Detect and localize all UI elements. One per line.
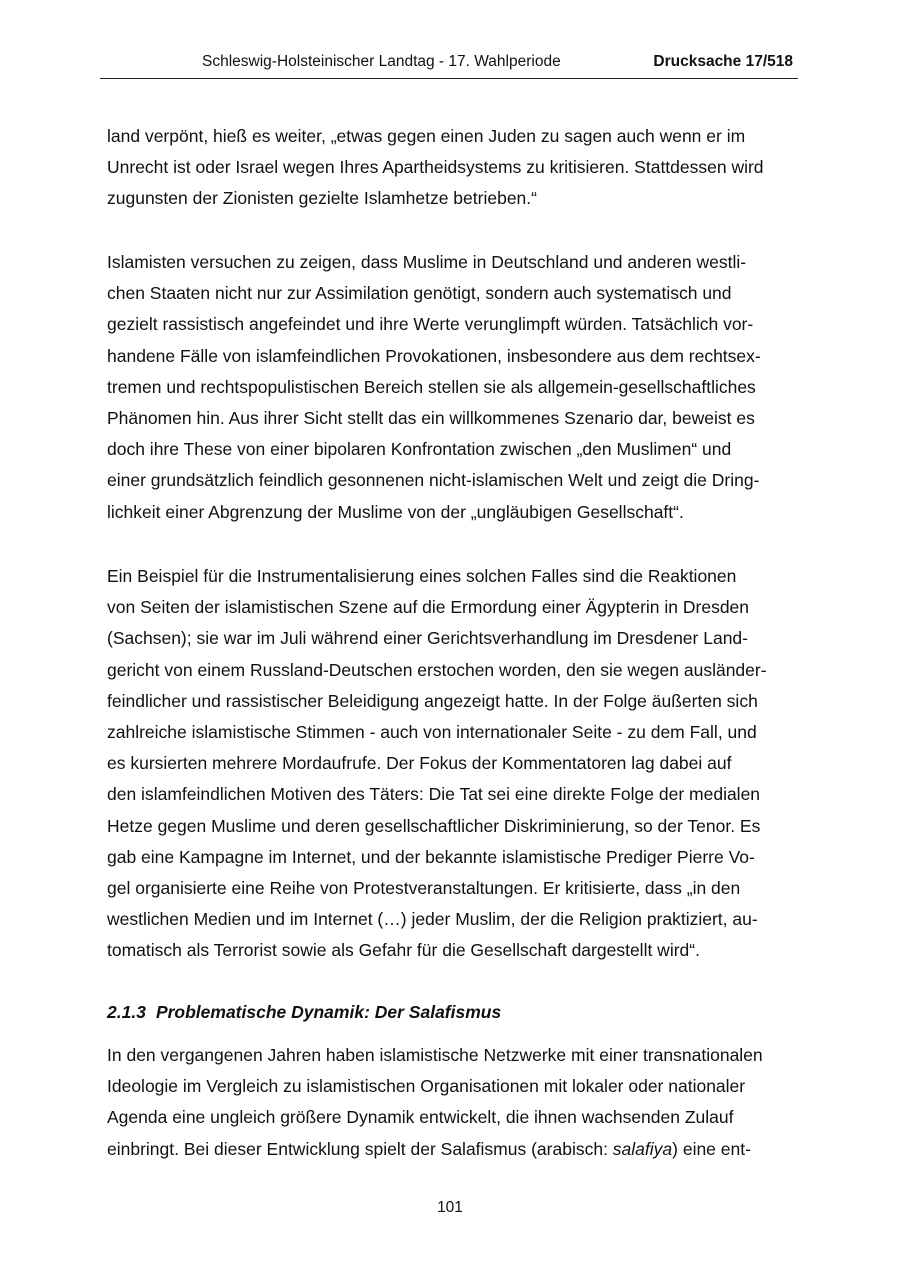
- text-line: (Sachsen); sie war im Juli während einer Gerichtsverhandlung im Dresdener Land-: [107, 628, 748, 649]
- text-line: zugunsten der Zionisten gezielte Islamhetze betrieben.“: [107, 188, 537, 209]
- text-line: doch ihre These von einer bipolaren Konfrontation zwischen „den Muslimen“ und: [107, 439, 732, 460]
- text-segment: ) eine ent-: [672, 1138, 751, 1159]
- text-line: gel organisierte eine Reihe von Protestveranstaltungen. Er kritisierte, dass „in den: [107, 877, 741, 898]
- document-reference: Drucksache 17/518: [653, 53, 793, 70]
- text-line: In den vergangenen Jahren haben islamistische Netzwerke mit einer transnationalen: [107, 1045, 763, 1065]
- text-line: Unrecht ist oder Israel wegen Ihres Apartheidsystems zu kritisieren. Stattdessen wird: [107, 157, 764, 178]
- text-line: Agenda eine ungleich größere Dynamik entwickelt, die ihnen wachsenden Zulauf: [107, 1107, 734, 1128]
- text-line: Ein Beispiel für die Instrumentalisierung eines solchen Falles sind die Reaktionen: [107, 566, 737, 586]
- text-line: feindlicher und rassistischer Beleidigung angezeigt hatte. In der Folge äußerten sich: [107, 690, 758, 711]
- text-line: einer grundsätzlich feindlich gesonnenen nicht-islamischen Welt und zeigt die Dring-: [107, 470, 760, 491]
- page-header: [100, 52, 798, 79]
- paragraph-3: [107, 561, 797, 966]
- text-line: den islamfeindlichen Motiven des Täters: Die Tat sei eine direkte Folge der medialen: [107, 784, 761, 805]
- section-number: 2.1.3: [107, 1002, 146, 1022]
- text-line: Islamisten versuchen zu zeigen, dass Muslime in Deutschland und anderen westli-: [107, 252, 747, 272]
- text-line: land verpönt, hieß es weiter, „etwas gegen einen Juden zu sagen auch wenn er im: [107, 126, 746, 146]
- text-line: Ideologie im Vergleich zu islamistischen Organisationen mit lokaler oder nationaler: [107, 1076, 746, 1097]
- text-line: handene Fälle von islamfeindlichen Provokationen, insbesondere aus dem rechtsex-: [107, 345, 761, 366]
- text-line: chen Staaten nicht nur zur Assimilation genötigt, sondern auch systematisch und: [107, 283, 732, 304]
- paragraph-1: [107, 121, 797, 215]
- text-line: tomatisch als Terrorist sowie als Gefahr für die Gesellschaft dargestellt wird“.: [107, 940, 700, 961]
- paragraph-2: [107, 247, 797, 528]
- text-line: gericht von einem Russland-Deutschen erstochen worden, den sie wegen ausländer-: [107, 659, 767, 680]
- paragraph-4: [107, 1040, 797, 1165]
- text-line: [107, 1134, 797, 1165]
- italic-term: salafiya: [612, 1138, 673, 1159]
- text-line: Phänomen hin. Aus ihrer Sicht stellt das ein willkommenes Szenario dar, beweist es: [107, 407, 755, 428]
- text-line: tremen und rechtspopulistischen Bereich stellen sie als allgemein-gesellschaftliches: [107, 376, 756, 397]
- text-line: lichkeit einer Abgrenzung der Muslime von der „ungläubigen Gesellschaft“.: [107, 501, 684, 522]
- text-line: zahlreiche islamistische Stimmen - auch von internationaler Seite - zu dem Fall, und: [107, 721, 757, 742]
- text-line: es kursierten mehrere Mordaufrufe. Der Fokus der Kommentatoren lag dabei auf: [107, 753, 732, 774]
- header-title: Schleswig-Holsteinischer Landtag - 17. Wahlperiode: [202, 53, 561, 70]
- text-line: Hetze gegen Muslime und deren gesellschaftlicher Diskriminierung, so der Tenor. Es: [107, 815, 761, 836]
- text-line: gezielt rassistisch angefeindet und ihre Werte verunglimpft würden. Tatsächlich vor-: [107, 314, 754, 335]
- text-line: gab eine Kampagne im Internet, und der bekannte islamistische Prediger Pierre Vo-: [107, 846, 755, 867]
- section-heading: [107, 1002, 501, 1023]
- page-number: 101: [437, 1199, 463, 1216]
- text-segment: einbringt. Bei dieser Entwicklung spielt der Salafismus (arabisch:: [107, 1138, 613, 1159]
- text-line: von Seiten der islamistischen Szene auf die Ermordung einer Ägypterin in Dresden: [107, 597, 750, 618]
- section-title: Problematische Dynamik: Der Salafismus: [155, 1002, 502, 1022]
- text-line: westlichen Medien und im Internet (…) jeder Muslim, der die Religion praktiziert, au-: [107, 909, 758, 930]
